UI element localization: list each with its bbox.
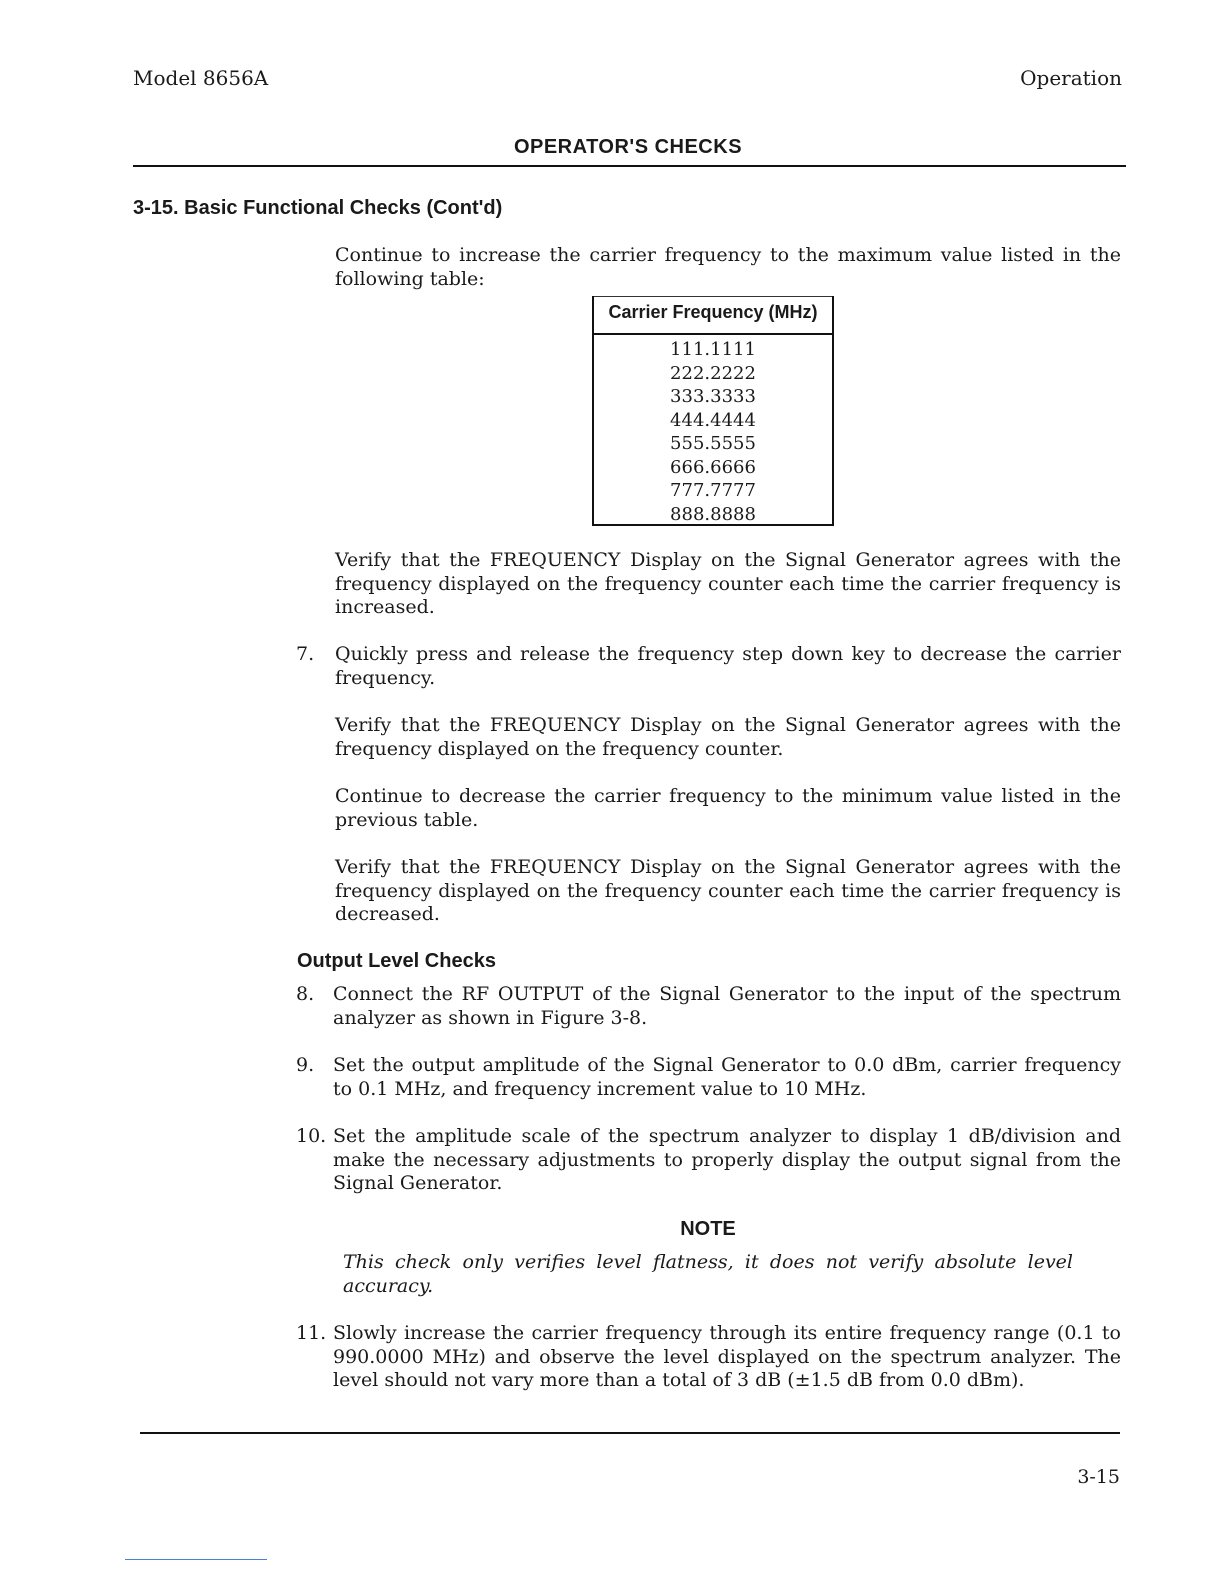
- section-title: OPERATOR'S CHECKS: [513, 136, 743, 158]
- top-divider: [133, 165, 1126, 167]
- table-row: 444.4444: [670, 409, 756, 431]
- step-11-text: Slowly increase the carrier frequency through its entire frequency range (0.1 to 990.0000 MHz) and observe the level displayed on the spectrum analyzer. The level should not vary more than a total of 3 dB (±1.5 dB from 0.0 dBm).: [333, 1322, 1121, 1391]
- step-7-verify-decrease: Verify that the FREQUENCY Display on the Signal Generator agrees with the frequency displayed on the frequency counter each time the carrier frequency is decreased.: [335, 856, 1121, 925]
- table-row: 111.1111: [670, 339, 756, 360]
- step-9-text: Set the output amplitude of the Signal Generator to 0.0 dBm, carrier frequency to 0.1 MHz, and frequency increment value to 10 MHz.: [333, 1054, 1121, 1100]
- table-header: Carrier Frequency (MHz): [608, 302, 818, 322]
- note-text: This check only verifies level flatness, it does not verify absolute level accuracy.: [343, 1251, 1073, 1297]
- step-8-text: Connect the RF OUTPUT of the Signal Generator to the input of the spectrum analyzer as shown in Figure 3-8.: [333, 983, 1121, 1029]
- step-9-number: 9.: [296, 1054, 315, 1076]
- step-10-number: 10.: [296, 1125, 327, 1147]
- step-8-number: 8.: [296, 983, 315, 1005]
- step-7-number: 7.: [296, 643, 315, 665]
- table-row: 333.3333: [670, 386, 756, 407]
- carrier-frequency-table: [592, 296, 834, 526]
- table-row: 888.8888: [670, 503, 756, 525]
- table-row: 666.6666: [670, 456, 756, 478]
- step-7-verify: Verify that the FREQUENCY Display on the Signal Generator agrees with the frequency displayed on the frequency counter.: [335, 714, 1121, 760]
- bottom-divider: [140, 1432, 1120, 1434]
- step-7-text: Quickly press and release the frequency step down key to decrease the carrier frequency.: [335, 643, 1121, 689]
- table-header-rule: [594, 333, 832, 335]
- header-model: Model 8656A: [133, 66, 269, 90]
- table-bottom-rule: [594, 524, 832, 526]
- verify-increase-paragraph: Verify that the FREQUENCY Display on the Signal Generator agrees with the frequency displayed on the frequency counter each time the carrier frequency is increased.: [335, 549, 1121, 618]
- table-row: 222.2222: [670, 362, 756, 384]
- page-number: 3-15: [1077, 1466, 1120, 1488]
- step-11-number: 11.: [296, 1322, 327, 1344]
- subheading: 3-15. Basic Functional Checks (Cont'd): [133, 197, 503, 219]
- table-rows: [594, 338, 832, 526]
- scan-edge-line: [125, 1559, 267, 1560]
- intro-paragraph: Continue to increase the carrier frequency to the maximum value listed in the following table:: [335, 244, 1121, 290]
- table-top-rule: [594, 296, 832, 297]
- output-level-heading: Output Level Checks: [297, 950, 496, 972]
- step-7-continue: Continue to decrease the carrier frequency to the minimum value listed in the previous table.: [335, 785, 1121, 831]
- note-heading: NOTE: [680, 1218, 736, 1240]
- step-10-text: Set the amplitude scale of the spectrum analyzer to display 1 dB/division and make the necessary adjustments to properly display the output signal from the Signal Generator.: [333, 1125, 1121, 1194]
- header-section: Operation: [1020, 66, 1122, 90]
- table-row: 555.5555: [670, 433, 756, 454]
- table-row: 777.7777: [670, 480, 756, 501]
